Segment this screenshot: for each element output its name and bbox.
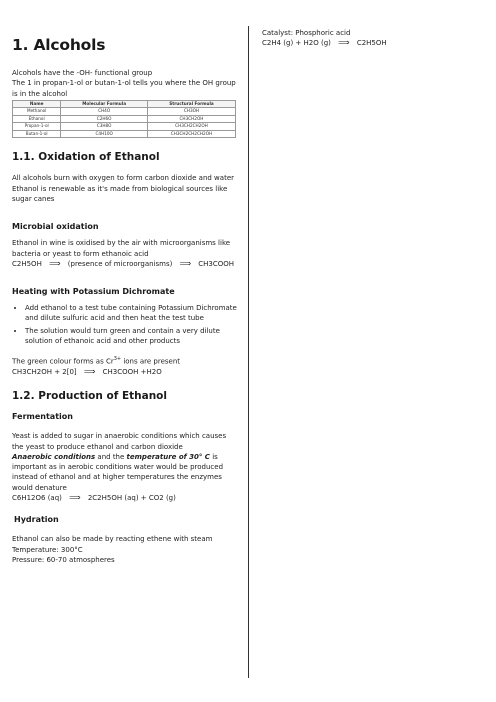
green-colour-text xyxy=(12,354,238,367)
section-title-production: 1.2. Production of Ethanol xyxy=(12,390,167,403)
temperature-emphasis: temperature of 30° C xyxy=(126,452,210,461)
list-item: • Add ethanol to a test tube containing Potassium Dichromate and dilute sulfuric acid and then heat the test tube xyxy=(25,303,238,324)
equation-product: 2C2H5OH (aq) + CO2 (g) xyxy=(87,494,176,503)
table-row xyxy=(13,108,236,116)
connector-text: and the xyxy=(97,452,125,461)
long-right-arrow-icon: ⟹ xyxy=(83,366,96,376)
table-cell: Propan-1-ol xyxy=(13,123,61,131)
table-cell: C3H8O xyxy=(61,123,148,131)
table-cell: CH3CH2OH xyxy=(147,115,235,123)
fermentation-block xyxy=(12,431,238,503)
green-text-suffix: ions are present xyxy=(123,357,181,366)
subsection-title-hydration: Hydration xyxy=(14,515,59,525)
subsection-title-dichromate: Heating with Potassium Dichromate xyxy=(12,287,175,297)
alcohols-intro-1: Alcohols have the -OH- functional group xyxy=(12,69,153,77)
hydration-temperature: Temperature: 300°C xyxy=(12,545,83,554)
list-item: • The solution would turn green and contain a very dilute solution of ethanoic acid and other products xyxy=(25,326,238,347)
table-cell: CH4O xyxy=(61,108,148,116)
table-header-structural: Structural Formula xyxy=(147,100,235,108)
table-cell: C2H6O xyxy=(61,115,148,123)
equation-product: CH3COOH +H2O xyxy=(102,367,162,376)
green-text-prefix: The green colour forms as Cr xyxy=(12,357,114,366)
table-header-molecular: Molecular Formula xyxy=(61,100,148,108)
table-cell: C4H10O xyxy=(61,130,148,138)
long-right-arrow-icon: ⟹ xyxy=(338,38,350,48)
long-right-arrow-icon: ⟹ xyxy=(49,258,61,268)
microbial-equation xyxy=(12,259,238,269)
alcohols-table xyxy=(12,100,236,139)
oxidation-intro xyxy=(12,173,238,204)
subsection-title-fermentation: Fermentation xyxy=(12,412,73,422)
fermentation-text-1: Yeast is added to sugar in anaerobic conditions which causes the yeast to produce ethanol and carbon dioxide xyxy=(12,432,227,451)
fermentation-text-2 xyxy=(12,452,238,493)
microbial-block xyxy=(12,238,238,269)
table-cell: Methanol xyxy=(13,108,61,116)
equation-condition: (presence of microorganisms) xyxy=(67,259,173,268)
fermentation-explanation: is important as in aerobic conditions water would be produced instead of ethanol and at higher temperatures the enzymes would denature xyxy=(12,452,224,492)
table-cell: CH3OH xyxy=(147,108,235,116)
table-cell: Ethanol xyxy=(13,115,61,123)
table-header-name: Name xyxy=(13,100,61,108)
table-row xyxy=(13,123,236,131)
table-cell: Butan-1-ol xyxy=(13,130,61,138)
hydration-equation xyxy=(262,38,482,48)
equation-reactant: C2H4 (g) + H2O (g) xyxy=(262,39,331,48)
alcohols-intro-2: The 1 in propan-1-ol or butan-1-ol tells you where the OH group is in the alcohol xyxy=(12,79,236,98)
equation-product: CH3COOH xyxy=(198,259,235,268)
column-divider xyxy=(248,26,249,678)
subsection-title-microbial: Microbial oxidation xyxy=(12,222,99,232)
hydration-catalyst: Catalyst: Phosphoric acid xyxy=(262,29,351,37)
oxidation-line-1: All alcohols burn with oxygen to form carbon dioxide and water xyxy=(12,174,235,183)
equation-reactant: C2H5OH xyxy=(12,259,42,268)
hydration-pressure: Pressure: 60-70 atmospheres xyxy=(12,555,115,564)
equation-product: C2H5OH xyxy=(356,39,387,48)
hydration-text: Ethanol can also be made by reacting ethene with steam xyxy=(12,535,213,544)
microbial-text: Ethanol in wine is oxidised by the air with microorganisms like bacteria or yeast to form ethanoic acid xyxy=(12,239,231,258)
left-column xyxy=(12,36,238,578)
oxidation-line-2: Ethanol is renewable as it's made from biological sources like sugar canes xyxy=(12,184,228,203)
ion-charge: 3+ xyxy=(113,356,122,363)
dichromate-equation xyxy=(12,367,238,377)
hydration-block xyxy=(12,534,238,565)
table-cell: CH3CH2CH2CH2OH xyxy=(147,130,235,138)
equation-reactant: CH3CH2OH + 2[0] xyxy=(12,367,77,376)
long-right-arrow-icon: ⟹ xyxy=(179,258,192,268)
dichromate-result xyxy=(12,354,238,377)
anaerobic-emphasis: Anaerobic conditions xyxy=(12,452,96,461)
equation-reactant: C6H12O6 (aq) xyxy=(12,494,62,503)
section-title-alcohols: 1. Alcohols xyxy=(12,36,106,54)
table-row xyxy=(13,130,236,138)
table-header-row xyxy=(13,100,236,108)
fermentation-equation xyxy=(12,493,238,503)
table-row xyxy=(13,115,236,123)
long-right-arrow-icon: ⟹ xyxy=(69,493,81,503)
table-cell: CH3CH2CH2OH xyxy=(147,123,235,131)
right-column xyxy=(262,28,482,49)
dichromate-bullets xyxy=(12,303,238,346)
section-title-oxidation: 1.1. Oxidation of Ethanol xyxy=(12,151,160,164)
